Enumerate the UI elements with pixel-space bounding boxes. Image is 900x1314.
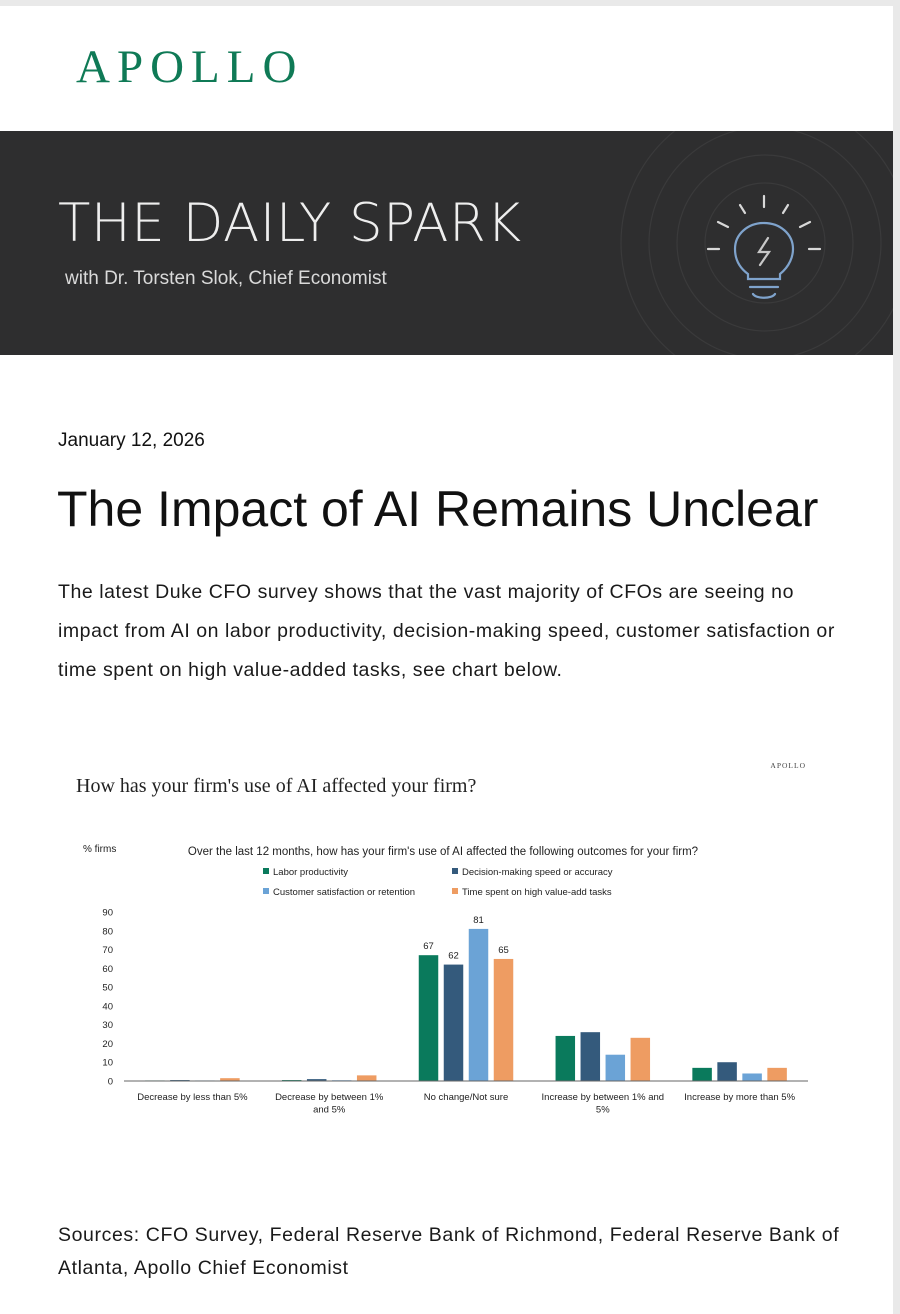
legend-swatch [263, 868, 269, 874]
banner-title: THE DAILY SPARK [58, 193, 522, 254]
y-tick-label: 40 [102, 1001, 113, 1013]
x-category-label: Increase by more than 5% [684, 1092, 796, 1103]
y-tick-label: 0 [107, 1076, 113, 1088]
banner-subtitle: with Dr. Torsten Slok, Chief Economist [65, 268, 387, 289]
bar [606, 1055, 626, 1081]
page [0, 6, 893, 1314]
bar [419, 955, 439, 1081]
data-label: 62 [448, 950, 459, 962]
chart-bars [145, 929, 787, 1081]
legend-label: Decision-making speed or accuracy [462, 867, 613, 878]
chart-brand: APOLLO [770, 761, 806, 770]
legend-swatch [263, 888, 269, 894]
chart-legend [263, 867, 613, 898]
legend-label: Time spent on high value-add tasks [462, 887, 612, 898]
legend-label: Labor productivity [273, 867, 348, 878]
legend-swatch [452, 868, 458, 874]
chart-subtitle: Over the last 12 months, how has your firm's use of AI affected the following outcomes for your firm? [187, 846, 699, 858]
x-category-label: Increase by between 1% and [541, 1092, 665, 1103]
y-tick-label: 10 [102, 1057, 113, 1069]
data-label: 65 [498, 944, 509, 956]
x-category-label: Decrease by less than 5% [137, 1092, 248, 1103]
x-category-label: No change/Not sure [423, 1092, 509, 1103]
y-tick-label: 50 [102, 982, 113, 994]
legend-label: Customer satisfaction or retention [273, 887, 416, 898]
survey-chart [0, 6, 893, 1156]
x-category-label: and 5% [313, 1104, 346, 1116]
data-labels [423, 915, 509, 962]
bar [494, 959, 514, 1081]
post-body: The latest Duke CFO survey shows that the vast majority of CFOs are seeing no impact from AI on labor productivity, decision-making speed, customer satisfaction or time spent on high value-added tasks, see chart below. [58, 581, 835, 681]
y-tick-label: 60 [102, 963, 113, 975]
post-sources: Sources: CFO Survey, Federal Reserve Bank of Richmond, Federal Reserve Bank of Atlanta, Apollo Chief Economist [58, 1224, 840, 1279]
x-category-label: 5% [595, 1104, 610, 1116]
chart-title: How has your firm's use of AI affected your firm? [76, 775, 477, 797]
bar [444, 965, 464, 1081]
bar [631, 1038, 651, 1081]
bar [469, 929, 489, 1081]
bar [717, 1062, 737, 1081]
y-axis-label: % firms [83, 844, 117, 855]
bar [357, 1075, 377, 1081]
y-tick-label: 20 [102, 1038, 113, 1050]
bar [767, 1068, 787, 1081]
legend-swatch [452, 888, 458, 894]
data-label: 81 [473, 914, 484, 926]
data-label: 67 [423, 941, 434, 953]
post-date: January 12, 2026 [58, 430, 205, 451]
y-axis [102, 908, 113, 1088]
x-axis [124, 1081, 808, 1116]
y-tick-label: 90 [102, 907, 113, 919]
bar [556, 1036, 576, 1081]
y-tick-label: 70 [102, 945, 113, 957]
y-tick-label: 30 [102, 1020, 113, 1032]
post-title: The Impact of AI Remains Unclear [57, 481, 819, 537]
x-category-label: Decrease by between 1% [275, 1092, 384, 1103]
bar [742, 1073, 762, 1081]
apollo-logo[interactable]: APOLLO [76, 41, 304, 93]
y-tick-label: 80 [102, 926, 113, 938]
bar [581, 1032, 601, 1081]
bar [692, 1068, 712, 1081]
